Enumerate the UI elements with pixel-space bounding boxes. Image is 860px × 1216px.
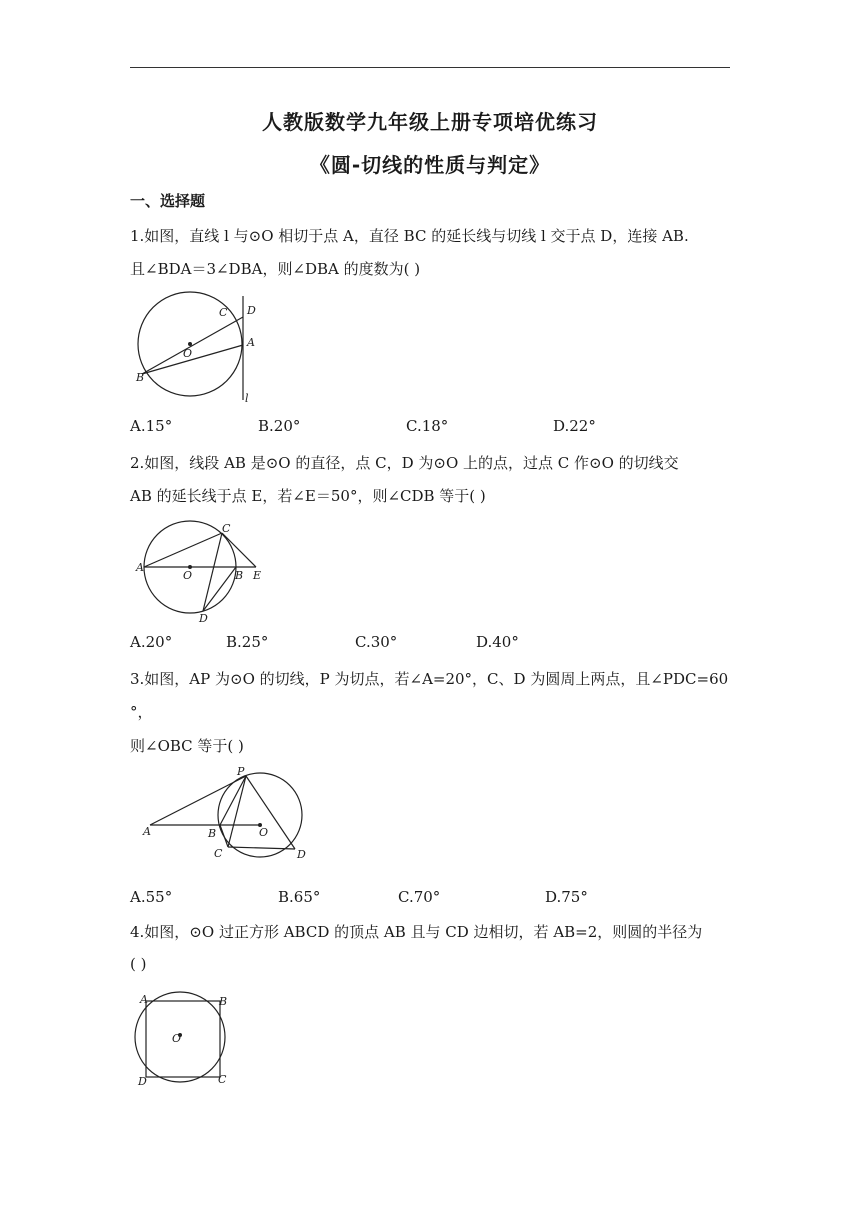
question-2-option-d: D.40° xyxy=(476,633,519,651)
center-dot xyxy=(188,342,192,346)
tangent-ce xyxy=(222,533,256,567)
segment-ba xyxy=(142,345,243,374)
circle-o xyxy=(218,773,302,857)
label-a: A xyxy=(140,993,148,1006)
question-3-option-d: D.75° xyxy=(545,888,588,906)
question-2-line-1: 2.如图，线段 AB 是⊙O 的直径，点 C，D 为⊙O 上的点，过点 C 作⊙O 的切线交 xyxy=(130,454,679,472)
question-3-line-1: 3.如图，AP 为⊙O 的切线，P 为切点，若∠A=20°，C、D 为圆周上两点，且∠PDC=60 xyxy=(130,670,729,688)
question-2-option-c: C.30° xyxy=(355,633,398,651)
tangent-ap xyxy=(150,776,246,825)
question-2-line-2: AB 的延长线于点 E，若∠E＝50°，则∠CDB 等于( ) xyxy=(130,487,486,505)
question-4-line-2: ( ) xyxy=(130,955,147,973)
section-heading: 一、选择题 xyxy=(130,192,206,210)
label-b: B xyxy=(235,569,244,582)
label-o: O xyxy=(172,1032,182,1045)
page-subtitle: 《圆-切线的性质与判定》 xyxy=(309,153,551,177)
segment-cd xyxy=(228,847,295,849)
question-4-figure xyxy=(134,991,234,1091)
label-c: C xyxy=(218,1073,227,1086)
square-abcd xyxy=(146,1001,220,1077)
question-1-line-2: 且∠BDA＝3∠DBA，则∠DBA 的度数为( ) xyxy=(130,260,421,278)
question-1-option-b: B.20° xyxy=(258,417,301,435)
label-o: O xyxy=(183,347,193,360)
question-3-option-b: B.65° xyxy=(278,888,321,906)
question-1-option-a: A.15° xyxy=(130,417,173,435)
segment-bc xyxy=(220,825,228,847)
label-a: A xyxy=(143,825,151,838)
segment-ac xyxy=(144,533,222,567)
question-1-option-c: C.18° xyxy=(406,417,449,435)
label-d: D xyxy=(138,1075,147,1088)
label-c: C xyxy=(222,522,231,535)
label-l: l xyxy=(245,392,249,405)
question-1-option-d: D.22° xyxy=(553,417,596,435)
question-2-option-a: A.20° xyxy=(130,633,173,651)
question-2-figure xyxy=(134,520,268,624)
label-c: C xyxy=(219,306,228,319)
page-title: 人教版数学九年级上册专项培优练习 xyxy=(262,110,598,134)
question-2-option-b: B.25° xyxy=(226,633,269,651)
label-b: B xyxy=(136,371,145,384)
question-3-line-3: 则∠OBC 等于( ) xyxy=(130,737,244,755)
label-a: A xyxy=(247,336,255,349)
label-o: O xyxy=(259,826,269,839)
label-c: C xyxy=(214,847,223,860)
question-3-line-2: °， xyxy=(130,703,153,721)
label-d: D xyxy=(297,848,306,861)
label-o: O xyxy=(183,569,193,582)
label-b: B xyxy=(219,995,228,1008)
question-3-option-c: C.70° xyxy=(398,888,441,906)
question-4-line-1: 4.如图，⊙O 过正方形 ABCD 的顶点 AB 且与 CD 边相切，若 AB=2，则圆的半径为 xyxy=(130,923,703,941)
label-p: P xyxy=(237,765,245,778)
segment-bd xyxy=(142,317,243,374)
label-d: D xyxy=(247,304,256,317)
question-1-line-1: 1.如图，直线 l 与⊙O 相切于点 A，直径 BC 的延长线与切线 l 交于点 D，连接 AB. xyxy=(130,227,689,245)
question-1-figure xyxy=(130,296,270,408)
label-a: A xyxy=(136,561,144,574)
segment-pc xyxy=(228,776,246,847)
question-3-figure xyxy=(140,765,316,865)
question-3-option-a: A.55° xyxy=(130,888,173,906)
label-e: E xyxy=(253,569,262,582)
header-rule xyxy=(130,67,730,68)
segment-pd xyxy=(246,776,295,849)
label-b: B xyxy=(208,827,217,840)
label-d: D xyxy=(199,612,208,625)
